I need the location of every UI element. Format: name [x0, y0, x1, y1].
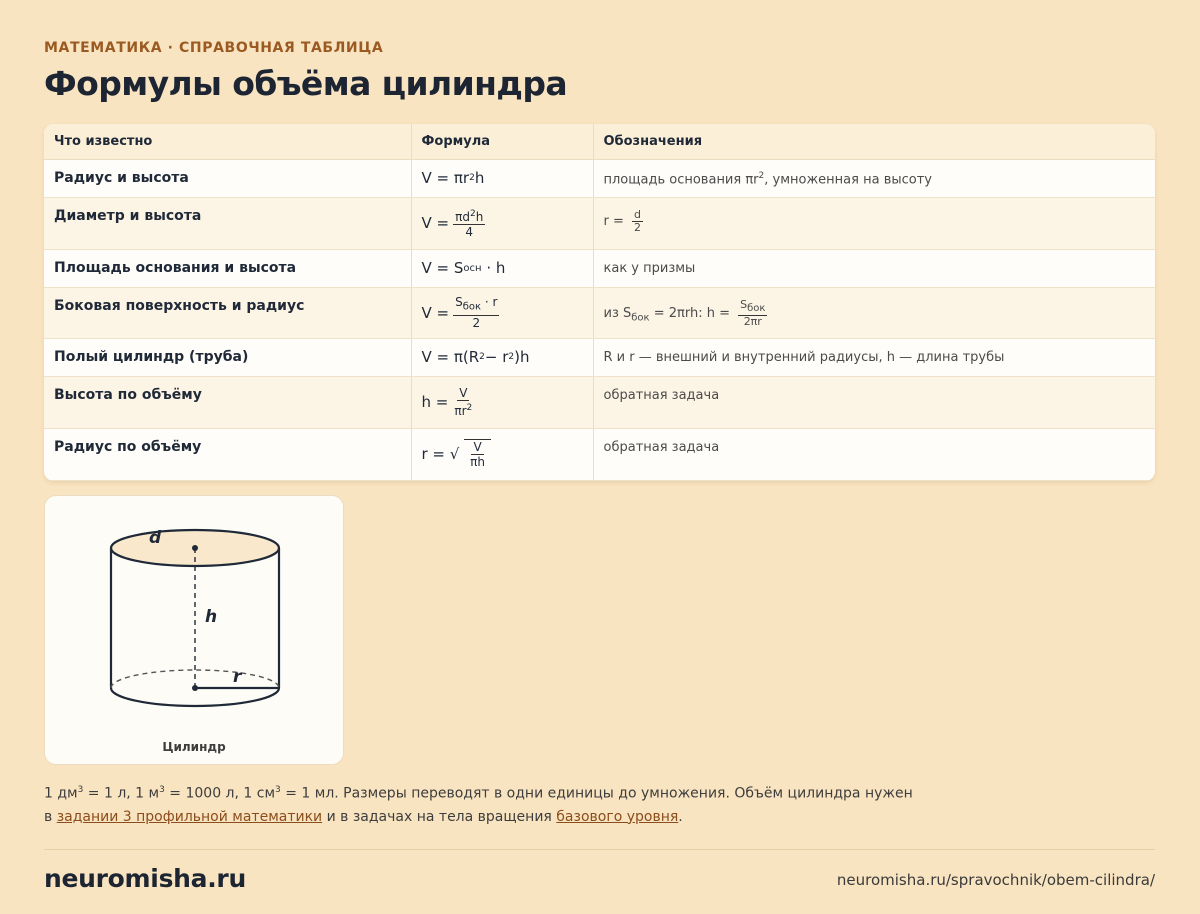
row-notation: r = $\frac{d}{2}$	[593, 197, 1155, 249]
row-formula: V = $\frac{\pi d^2h}{4}$	[411, 197, 593, 249]
column-header-known: Что известно	[44, 124, 411, 159]
footnote-text: = 1 л, 1 м	[83, 785, 160, 802]
kicker: МАТЕМАТИКА · СПРАВОЧНАЯ ТАБЛИЦА	[44, 40, 384, 56]
row-notation: обратная задача	[593, 376, 1155, 428]
row-notation: как у призмы	[593, 249, 1155, 287]
footnote-text: и в задачах на тела вращения	[322, 808, 557, 825]
footnote-text: = 1000 л, 1 см	[164, 785, 276, 802]
row-formula: V = S осн · h	[411, 249, 593, 287]
row-known: Радиус по объёму	[44, 428, 411, 480]
row-notation: обратная задача	[593, 428, 1155, 480]
row-formula: V = $\frac{S_{бок} \cdot r}{2}$	[411, 287, 593, 338]
footnote-text: = 1 мл. Размеры переводят в одни единицы до умножения. Объём цилиндра нужен в	[44, 785, 913, 825]
row-notation: из $S_{бок} = 2\pi rh$: h = $\frac{S_{бок}}{2\pi r}$	[593, 287, 1155, 338]
row-formula: h = $\frac{V}{\pi r^2}$	[411, 376, 593, 428]
table-row	[44, 287, 1155, 338]
table-row	[44, 197, 1155, 249]
page-url[interactable]: neuromisha.ru/spravochnik/obem-cilindra/	[836, 871, 1155, 889]
table-row	[44, 428, 1155, 480]
row-known: Полый цилиндр (труба)	[44, 338, 411, 376]
row-known: Радиус и высота	[44, 159, 411, 197]
table-row	[44, 376, 1155, 428]
top-center	[192, 545, 198, 551]
row-notation: площадь основания $\pi r^2$, умноженная на высоту	[593, 159, 1155, 197]
brand-logo[interactable]: neuromisha.ru	[44, 864, 246, 893]
table-row	[44, 338, 1155, 376]
table-row	[44, 249, 1155, 287]
row-known: Боковая поверхность и радиус	[44, 287, 411, 338]
superscript: 3	[159, 785, 165, 795]
column-header-formula: Формула	[411, 124, 593, 159]
link-basic-level[interactable]: базового уровня	[556, 808, 679, 825]
bottom-center	[192, 685, 198, 691]
row-formula: r = √ $\frac{V}{\pi h}$	[411, 428, 593, 480]
footnote-text: .	[678, 808, 683, 825]
superscript: 3	[77, 785, 84, 795]
superscript: 3	[275, 785, 281, 795]
column-header-notation: Обозначения	[593, 124, 1155, 159]
table-row	[44, 159, 1155, 197]
row-formula: V = πr 2 h	[411, 159, 593, 197]
label-r: r	[233, 667, 242, 687]
row-known: Диаметр и высота	[44, 197, 411, 249]
cylinder-figure	[44, 495, 344, 765]
footer-divider	[44, 849, 1155, 850]
row-notation: R и r — внешний и внутренний радиусы, h — длина трубы	[593, 338, 1155, 376]
label-d: d	[149, 528, 162, 548]
row-known: Высота по объёму	[44, 376, 411, 428]
cylinder-diagram	[45, 496, 345, 736]
footnote	[44, 779, 924, 829]
row-known: Площадь основания и высота	[44, 249, 411, 287]
label-h: h	[205, 607, 218, 627]
footnote-text: 1 дм	[44, 785, 78, 802]
row-formula: V = π(R 2 − r 2 )h	[411, 338, 593, 376]
page-title: Формулы объёма цилиндра	[44, 64, 568, 103]
link-task-3[interactable]: задании 3 профильной математики	[56, 808, 323, 825]
formula-table	[44, 124, 1155, 481]
figure-caption: Цилиндр	[162, 740, 226, 754]
